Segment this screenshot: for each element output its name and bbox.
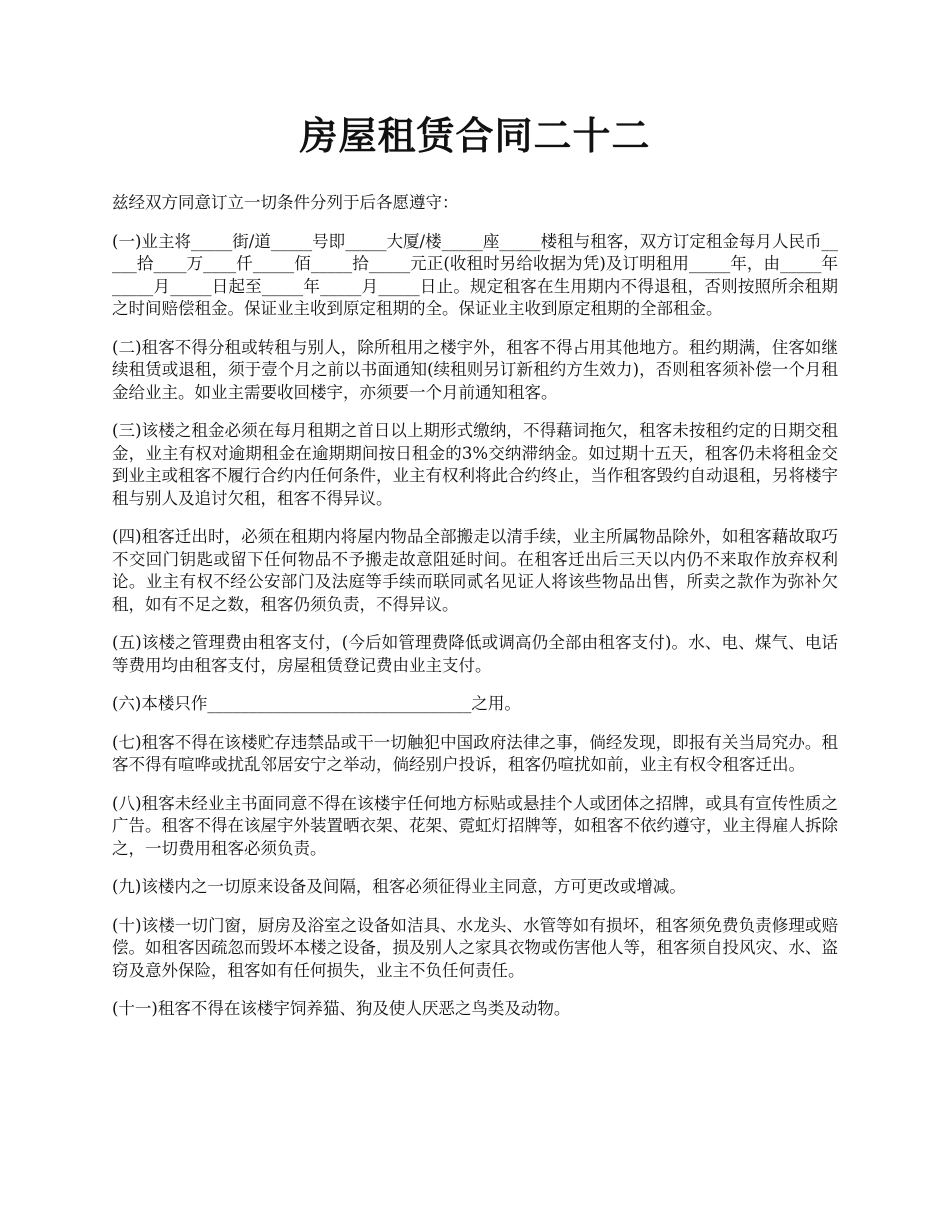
clause-5: (五)该楼之管理费由租客支付，(今后如管理费降低或调高仍全部由租客支付)。水、电、煤气、电话等费用均由租客支付，房屋租赁登记费由业主支付。 [112, 633, 838, 675]
clause-6: (六)本楼只作________________________________之用。 [112, 694, 521, 713]
clause-11: (十一)租客不得在该楼宇饲养猫、狗及使人厌恶之鸟类及动物。 [112, 999, 571, 1018]
clause-2: (二)租客不得分租或转租与别人，除所租用之楼宇外，租客不得占用其他地方。租约期满，住客如继续租赁或退租，须于壹个月之前以书面通知(续租则另订新租约方生效力)，否则租客须补偿一个月租金给业主。如业主需要收回楼宇，亦须要一个月前通知租客。 [112, 337, 838, 402]
clause-1: (一)业主将_____街/道_____号即_____大厦/楼_____座_____楼租与租客，双方订定租金每月人民币_____拾____万____仟_____佰_____拾_____元正(收租时另给收据为凭)及订明租用_____年，由_____年_____月_____日起至_____年_____月_____日止。规定租客在生用期内不得退租，否则按照所余租期之时间赔偿租金。保证业主收到原定租期的全。保证业主收到原定租期的全部租金。 [112, 231, 838, 318]
document-intro: 兹经双方同意订立一切条件分列于后各愿遵守： [112, 193, 459, 212]
clause-9: (九)该楼内之一切原来设备及间隔，租客必须征得业主同意，方可更改或增减。 [112, 877, 686, 896]
clause-4: (四)租客迁出时，必须在租期内将屋内物品全部搬走以清手续，业主所属物品除外，如租客藉故取巧不交回门钥匙或留下任何物品不予搬走故意阻延时间。在租客迁出后三天以内仍不来取作放弃权利论。业主有权不经公安部门及法庭等手续而联同贰名见证人将该些物品出售，所卖之款作为弥补欠租，如有不足之数，租客仍须负责，不得异议。 [112, 527, 838, 614]
clause-3: (三)该楼之租金必须在每月租期之首日以上期形式缴纳，不得藉词拖欠，租客未按租约定的日期交租金，业主有权对逾期租金在逾期期间按日租金的3%交纳滞纳金。如过期十五天，租客仍未将租金交到业主或租客不履行合约内任何条件，业主有权利将此合约终止，当作租客毁约自动退租，另将楼宇租与别人及追讨欠租，租客不得异议。 [112, 421, 838, 508]
clause-10: (十)该楼一切门窗，厨房及浴室之设备如洁具、水龙头、水管等如有损坏，租客须免费负责修理或赔偿。如租客因疏忽而毁坏本楼之设备，损及别人之家具衣物或伤害他人等，租客须自投风灾、水、盗窃及意外保险，租客如有任何损失，业主不负任何责任。 [112, 915, 838, 980]
clause-8: (八)租客未经业主书面同意不得在该楼宇任何地方标贴或悬挂个人或团体之招牌，或具有宣传性质之广告。租客不得在该屋宇外装置晒衣架、花架、霓虹灯招牌等，如租客不依约遵守，业主得雇人拆除之，一切费用租客必须负责。 [112, 793, 838, 858]
document-title: 房屋租赁合同二十二 [299, 113, 651, 158]
clause-7: (七)租客不得在该楼贮存违禁品或干一切触犯中国政府法律之事，倘经发现，即报有关当局究办。租客不得有喧哗或扰乱邻居安宁之举动，倘经别户投诉，租客仍喧扰如前，业主有权令租客迁出。 [112, 732, 838, 774]
